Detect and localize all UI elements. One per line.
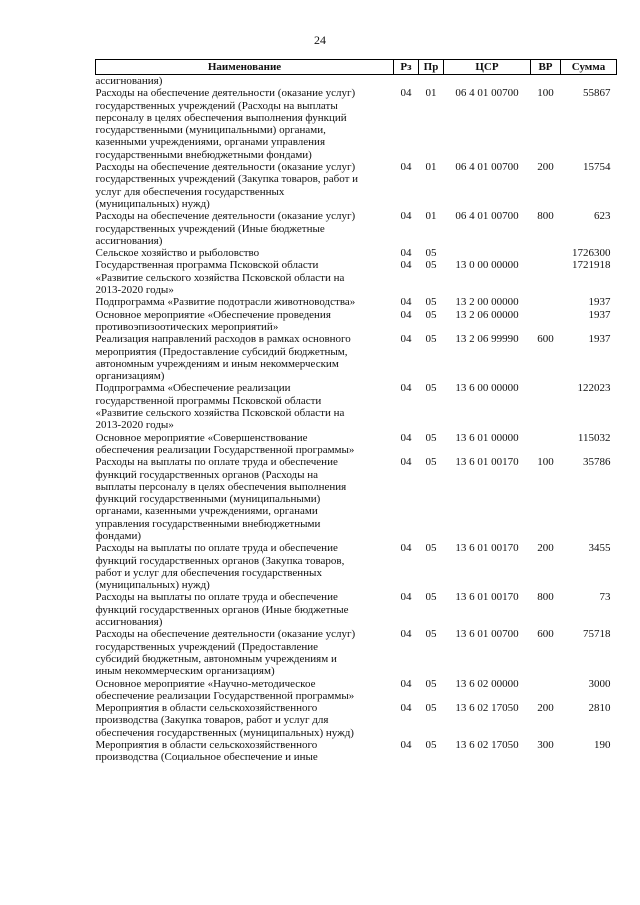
row-name-line: автономным учреждениям и иным некоммерческим	[95, 357, 339, 370]
row-sum: 35786	[583, 456, 611, 469]
row-csr: 13 2 06 00000	[455, 308, 519, 321]
row-name-line: Основное мероприятие «Обеспечение проведения	[95, 308, 331, 321]
row-rz: 04	[400, 591, 412, 604]
row-name	[96, 296, 394, 308]
header-rz: Рз	[394, 60, 419, 75]
table-row	[96, 296, 617, 308]
table-row	[96, 628, 617, 677]
row-pr: 05	[425, 259, 437, 272]
row-pr: 01	[425, 210, 437, 223]
row-name	[96, 161, 394, 210]
row-vr: 100	[537, 456, 554, 469]
row-vr	[531, 75, 561, 88]
row-pr: 05	[425, 296, 437, 309]
row-csr: 06 4 01 00700	[455, 161, 519, 174]
row-sum: 1937	[588, 296, 611, 309]
row-name	[96, 678, 394, 703]
row-name-line: выплаты персоналу в целях обеспечения выполнения	[95, 480, 347, 493]
row-name-line: Расходы на выплаты по оплате труда и обеспечение	[95, 542, 338, 555]
row-sum: 190	[594, 739, 611, 752]
row-rz: 04	[400, 382, 412, 395]
row-name-line: государственной программы Псковской области	[95, 394, 322, 407]
row-name-line: производства (Социальное обеспечение и иные	[95, 751, 318, 764]
row-sum: 1721918	[572, 259, 611, 272]
row-rz: 04	[400, 456, 412, 469]
row-name	[96, 247, 394, 259]
row-pr: 01	[425, 161, 437, 174]
row-name-line: обеспечения реализации Государственной программы»	[95, 443, 355, 456]
row-pr: 05	[425, 333, 437, 346]
row-csr: 13 6 01 00170	[455, 591, 519, 604]
row-vr: 600	[537, 333, 554, 346]
row-rz: 04	[400, 739, 412, 752]
row-pr: 05	[425, 702, 437, 715]
table-row	[96, 456, 617, 542]
row-csr: 13 6 02 17050	[455, 702, 519, 715]
row-name-line: Мероприятия в области сельскохозяйственного	[95, 702, 318, 715]
row-name-line: Расходы на выплаты по оплате труда и обеспечение	[95, 456, 338, 469]
row-name-line: Подпрограмма «Развитие подотрасли животноводства»	[95, 296, 356, 309]
row-csr: 13 2 06 99990	[455, 333, 519, 346]
row-sum: 1937	[588, 333, 611, 346]
row-csr: 13 0 00 00000	[455, 259, 519, 272]
row-csr: 13 6 02 00000	[455, 677, 519, 690]
row-vr	[531, 382, 561, 431]
row-name	[96, 702, 394, 739]
row-csr: 13 6 00 00000	[455, 382, 519, 395]
row-name-line: государственными внебюджетными фондами)	[95, 148, 312, 161]
row-name-line: функций государственных органов (Иные бюджетные	[95, 603, 349, 616]
row-name-line: органами, казенными учреждениями, органами	[95, 505, 318, 518]
row-name-line: производства (Закупка товаров, работ и услуг для	[95, 714, 329, 727]
row-sum: 3000	[588, 677, 611, 690]
row-name-line: Расходы на обеспечение деятельности (оказание услуг)	[95, 161, 356, 174]
row-name-line: «Развитие сельского хозяйства Псковской области на	[95, 407, 345, 420]
table-row	[96, 259, 617, 296]
row-pr: 05	[425, 677, 437, 690]
row-csr: 06 4 01 00700	[455, 87, 519, 100]
row-name	[96, 739, 394, 764]
row-name-line: субсидий бюджетным, автономным учреждениям и	[95, 652, 337, 665]
header-name: Наименование	[96, 60, 394, 75]
table-row	[96, 382, 617, 431]
row-vr: 800	[537, 210, 554, 223]
row-csr: 13 6 01 00170	[455, 456, 519, 469]
row-vr	[531, 247, 561, 259]
row-name	[96, 591, 394, 628]
row-csr	[444, 75, 531, 88]
row-pr: 05	[425, 591, 437, 604]
row-name-line: 2013-2020 годы»	[95, 284, 174, 297]
header-pr: Пр	[419, 60, 444, 75]
row-rz: 04	[400, 628, 412, 641]
row-name-line: государственных учреждений (Закупка товаров, работ и	[95, 173, 359, 186]
row-csr: 13 6 02 17050	[455, 739, 519, 752]
row-name-line: обеспечение реализации Государственной программы»	[95, 689, 355, 702]
row-name	[96, 259, 394, 296]
row-name-line: Подпрограмма «Обеспечение реализации	[95, 382, 291, 395]
row-sum: 73	[599, 591, 611, 604]
row-name	[96, 210, 394, 247]
row-name-line: персоналу в целях обеспечения выполнения функций	[95, 111, 347, 124]
row-name-line: ассигнования)	[95, 616, 163, 629]
row-name-line: Основное мероприятие «Научно-методическое	[95, 677, 316, 690]
row-name-line: иным некоммерческим организациям)	[95, 665, 275, 678]
table-row	[96, 702, 617, 739]
row-name-line: «Развитие сельского хозяйства Псковской области на	[95, 271, 345, 284]
row-csr: 13 6 01 00700	[455, 628, 519, 641]
row-csr: 13 2 00 00000	[455, 296, 519, 309]
row-name	[96, 456, 394, 542]
row-name-line: работ и услуг для обеспечения государственных	[95, 566, 322, 579]
row-rz: 04	[400, 296, 412, 309]
row-rz: 04	[400, 247, 412, 260]
row-name-line: государственных учреждений (Расходы на выплаты	[95, 99, 338, 112]
row-vr: 300	[537, 739, 554, 752]
row-name-line: Расходы на обеспечение деятельности (оказание услуг)	[95, 628, 356, 641]
row-name-line: Расходы на выплаты по оплате труда и обеспечение	[95, 591, 338, 604]
row-vr	[531, 259, 561, 296]
row-name	[96, 87, 394, 161]
row-pr: 05	[425, 628, 437, 641]
row-name-line: Основное мероприятие «Совершенствование	[95, 431, 308, 444]
row-name-line: противоэпизоотических мероприятий»	[95, 320, 279, 333]
row-pr: 05	[425, 456, 437, 469]
row-name	[96, 333, 394, 382]
row-name-line: организациям)	[95, 370, 165, 383]
row-name-line: Мероприятия в области сельскохозяйственного	[95, 739, 318, 752]
row-rz: 04	[400, 161, 412, 174]
row-name-line: обеспечения государственных (муниципальных) нужд)	[95, 726, 354, 739]
row-name-line: (муниципальных) нужд)	[95, 579, 210, 592]
row-name-line: Сельское хозяйство и рыболовство	[95, 247, 260, 260]
row-pr	[419, 75, 444, 88]
table-row	[96, 210, 617, 247]
row-sum: 55867	[583, 87, 611, 100]
row-rz: 04	[400, 87, 412, 100]
row-name-line: функций государственных органов (Расходы на	[95, 468, 319, 481]
row-vr: 200	[537, 161, 554, 174]
row-name	[96, 382, 394, 431]
row-name-line: ассигнования)	[95, 234, 163, 247]
table-header-row	[96, 60, 617, 75]
row-name-line: государственными (муниципальными) органами,	[95, 124, 326, 137]
table-row	[96, 247, 617, 259]
table-row	[96, 678, 617, 703]
row-sum: 1937	[588, 308, 611, 321]
table-row	[96, 432, 617, 457]
row-pr: 01	[425, 87, 437, 100]
row-sum	[561, 75, 617, 88]
table-row	[96, 333, 617, 382]
row-name	[96, 432, 394, 457]
row-rz	[394, 75, 419, 88]
row-vr	[531, 309, 561, 334]
row-rz: 04	[400, 702, 412, 715]
row-csr	[444, 247, 531, 259]
row-name-line: (муниципальных) нужд)	[95, 197, 210, 210]
row-sum: 115032	[577, 431, 611, 444]
table-row	[96, 87, 617, 161]
row-pr: 05	[425, 308, 437, 321]
row-vr: 200	[537, 702, 554, 715]
row-vr	[531, 432, 561, 457]
row-rz: 04	[400, 542, 412, 555]
row-rz: 04	[400, 210, 412, 223]
row-name	[96, 628, 394, 677]
row-sum: 122023	[577, 382, 611, 395]
header-csr: ЦСР	[444, 60, 531, 75]
row-rz: 04	[400, 677, 412, 690]
row-name-line: услуг для обеспечения государственных	[95, 185, 285, 198]
row-name-line: государственных учреждений (Предоставление	[95, 640, 319, 653]
row-name-line: ассигнования)	[95, 75, 163, 87]
row-name-line: управления государственными внебюджетными	[95, 517, 321, 530]
row-sum: 623	[594, 210, 611, 223]
table-row	[96, 739, 617, 764]
row-vr: 600	[537, 628, 554, 641]
row-rz: 04	[400, 308, 412, 321]
row-vr: 200	[537, 542, 554, 555]
row-pr: 05	[425, 382, 437, 395]
row-csr: 13 6 01 00000	[455, 431, 519, 444]
row-sum: 3455	[588, 542, 611, 555]
row-vr	[531, 296, 561, 308]
row-rz: 04	[400, 259, 412, 272]
row-name	[96, 542, 394, 591]
row-name-line: Реализация направлений расходов в рамках основного	[95, 333, 351, 346]
header-sum: Сумма	[561, 60, 617, 75]
row-csr: 06 4 01 00700	[455, 210, 519, 223]
row-name-line: государственных учреждений (Иные бюджетные	[95, 222, 325, 235]
table-row	[96, 161, 617, 210]
row-pr: 05	[425, 739, 437, 752]
row-name-line: фондами)	[95, 529, 142, 542]
row-name-line: Расходы на обеспечение деятельности (оказание услуг)	[95, 210, 356, 223]
row-rz: 04	[400, 333, 412, 346]
row-sum: 2810	[588, 702, 611, 715]
row-csr: 13 6 01 00170	[455, 542, 519, 555]
row-pr: 05	[425, 431, 437, 444]
budget-table	[95, 59, 617, 764]
row-name-line: Расходы на обеспечение деятельности (оказание услуг)	[95, 87, 356, 100]
row-sum: 15754	[583, 161, 611, 174]
row-pr: 05	[425, 542, 437, 555]
header-vr: ВР	[531, 60, 561, 75]
row-vr: 800	[537, 591, 554, 604]
row-vr: 100	[537, 87, 554, 100]
row-sum: 1726300	[572, 247, 611, 260]
row-name	[96, 309, 394, 334]
table-row	[96, 591, 617, 628]
row-name-line: функций государственными (муниципальными)	[95, 493, 321, 506]
row-name-line: 2013-2020 годы»	[95, 419, 174, 432]
row-name-line: Государственная программа Псковской области	[95, 259, 319, 272]
row-sum: 75718	[583, 628, 611, 641]
row-rz: 04	[400, 431, 412, 444]
row-name	[96, 75, 394, 88]
table-row	[96, 309, 617, 334]
row-pr: 05	[425, 247, 437, 260]
row-vr	[531, 678, 561, 703]
table-row	[96, 75, 617, 88]
row-name-line: казенными учреждениями, органами управления	[95, 136, 326, 149]
table-row	[96, 542, 617, 591]
row-name-line: функций государственных органов (Закупка товаров,	[95, 554, 345, 567]
row-name-line: мероприятия (Предоставление субсидий бюджетным,	[95, 345, 348, 358]
page-number: 24	[314, 33, 326, 47]
